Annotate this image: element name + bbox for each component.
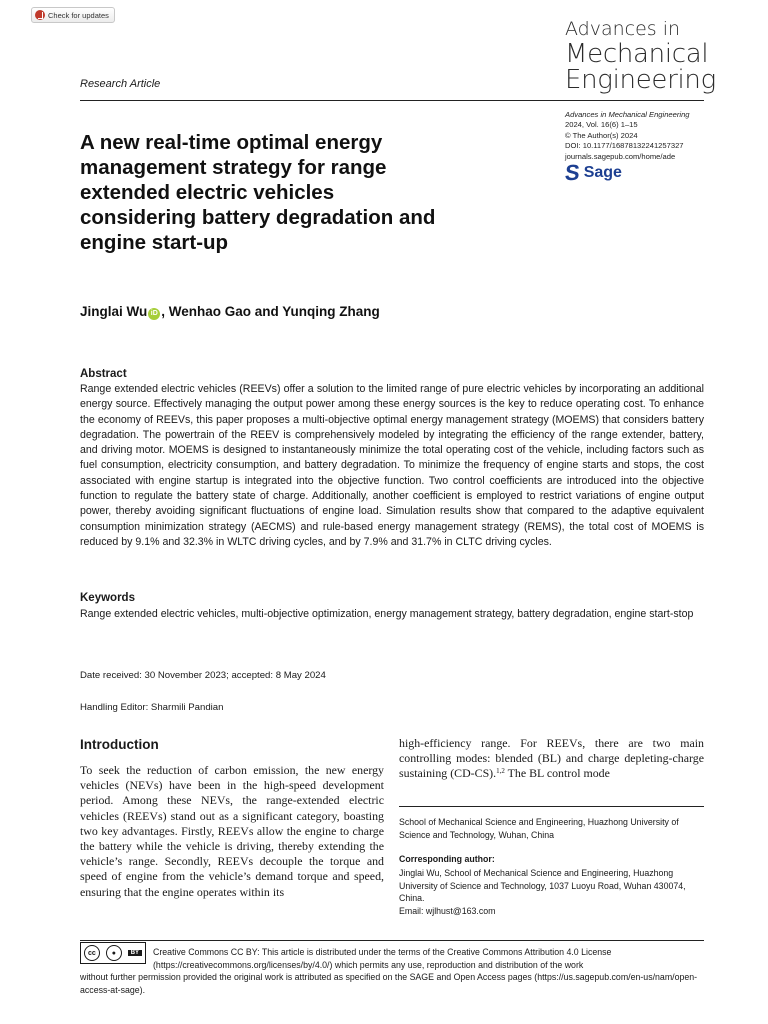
meta-url[interactable]: journals.sagepub.com/home/ade [565, 151, 676, 161]
journal-name-line3: Engineering [565, 65, 716, 95]
journal-logo [565, 20, 715, 93]
introduction-col2-tail: The BL control mode [504, 766, 610, 781]
introduction-column-1: To seek the reduction of carbon emission, the new energy vehicles (NEVs) have been in the high-speed development period. Among these NEVs, the range-extended electric vehicles (REEVs) stand out as a significant category, boasting two key advantages. Firstly, REEVs allow the engine to charge the battery while the vehicle is driving, thereby extending the vehicle’s range. Secondly, REEVs decouple the torque and speed of engine from the vehicle’s demand torque and speed, ensuring that the engine operates within its [80, 763, 384, 899]
date-received: Date received: 30 November 2023; accepted: 8 May 2024 [80, 670, 326, 681]
license-text-rest: without further permission provided the original work is attributed as specified on the SAGE and Open Access pages (https://us.sagepub.com/en-us/nam/open-access-at-sage). [80, 972, 698, 995]
introduction-col2-text: high-efficiency range. For REEVs, there are two main controlling modes: blended (BL) and charge depleting-charge sustaining (CD-CS). [399, 736, 704, 781]
sage-s-icon: S [563, 160, 582, 185]
cc-by-icon [80, 942, 146, 964]
abstract-heading: Abstract [80, 368, 127, 380]
author-list [80, 304, 380, 320]
handling-editor: Handling Editor: Sharmili Pandian [80, 702, 224, 713]
affiliation-divider [399, 806, 704, 807]
article-type: Research Article [80, 78, 161, 90]
check-for-updates-button[interactable] [31, 7, 115, 23]
header-divider [80, 100, 704, 101]
author-rest: , Wenhao Gao and Yunqing Zhang [161, 304, 380, 319]
meta-copyright: © The Author(s) 2024 [565, 130, 638, 140]
by-person-icon: ● [106, 945, 122, 961]
by-glyph: BY [128, 950, 142, 956]
introduction-column-2 [399, 736, 704, 782]
footer-divider [80, 940, 704, 941]
license-text-first: Creative Commons CC BY: This article is distributed under the terms of the Creative Commons Attribution 4.0 License (https://creativecommons.org/licenses/by/4.0/) which permits any use, reproduction and distribution of the work [153, 947, 612, 970]
corresponding-block [399, 867, 704, 917]
cc-glyph: cc [84, 945, 100, 961]
introduction-heading: Introduction [80, 737, 159, 752]
corresponding-text: Jinglai Wu, School of Mechanical Science and Engineering, Huazhong University of Science and Technology, 1037 Luoyu Road, Wuhan 430074, China. [399, 868, 686, 904]
citation-ref[interactable]: 1,2 [496, 767, 505, 776]
meta-journal: Advances in Mechanical Engineering [565, 110, 690, 119]
publisher-name: Sage [583, 164, 622, 181]
journal-meta [565, 110, 725, 162]
sage-logo [565, 162, 622, 184]
corresponding-email[interactable]: Email: wjlhust@163.com [399, 905, 496, 916]
abstract-text: Range extended electric vehicles (REEVs) offer a solution to the limited range of pure electric vehicles by incorporating an additional energy source. Effectively managing the output power among these energy sources is the key to reduce operating cost. To enhance the economy of REEVs, this paper proposes a multi-objective optimal energy management strategy (MOEMS) that considers battery degradation. The powertrain of the REEV is comprehensively modeled by integrating the efficiency of the range extender, battery, and driving motor. MOEMS is designed to instantaneously minimize the total operating cost of the vehicle, including factors such as fuel consumption, electricity consumption, and battery degradation. To minimize the frequency of engine starts and stops, the cost associated with engine startup is integrated into the objective function. Two control coefficients are introduced into the objective function to regulate the battery state of charge. Additionally, another coefficient is employed to restrict variations of engine output power, thereby avoiding significant fluctuations of engine load. Simulation results show that compared to the adaptive equivalent consumption minimization strategy (AECMS) and rule-based energy management strategy (REMS), the total cost of MOEMS is reduced by 9.1% and 32.3% in WLTC driving cycles, and by 7.9% and 31.7% in CLTC driving cycles. [80, 383, 704, 548]
journal-name-line2: Mechanical [565, 39, 709, 69]
meta-volume: 2024, Vol. 16(6) 1–15 [565, 120, 638, 130]
paper-title: A new real-time optimal energy management strategy for range extended electric vehicles considering battery degradation and engine start-up [80, 131, 436, 254]
orcid-icon[interactable]: iD [148, 308, 160, 320]
affiliation: School of Mechanical Science and Engineering, Huazhong University of Science and Technology, Wuhan, China [399, 817, 679, 840]
author-first: Jinglai Wu [80, 304, 148, 319]
journal-name-line1: Advances in [565, 18, 681, 40]
keywords-text: Range extended electric vehicles, multi-objective optimization, energy management strategy, battery degradation, engine start-stop [80, 608, 694, 620]
check-icon [35, 10, 45, 20]
corresponding-heading: Corresponding author: [399, 854, 495, 864]
check-for-updates-label: Check for updates [48, 10, 109, 20]
keywords-heading: Keywords [80, 592, 135, 604]
meta-doi[interactable]: DOI: 10.1177/16878132241257327 [565, 141, 684, 151]
